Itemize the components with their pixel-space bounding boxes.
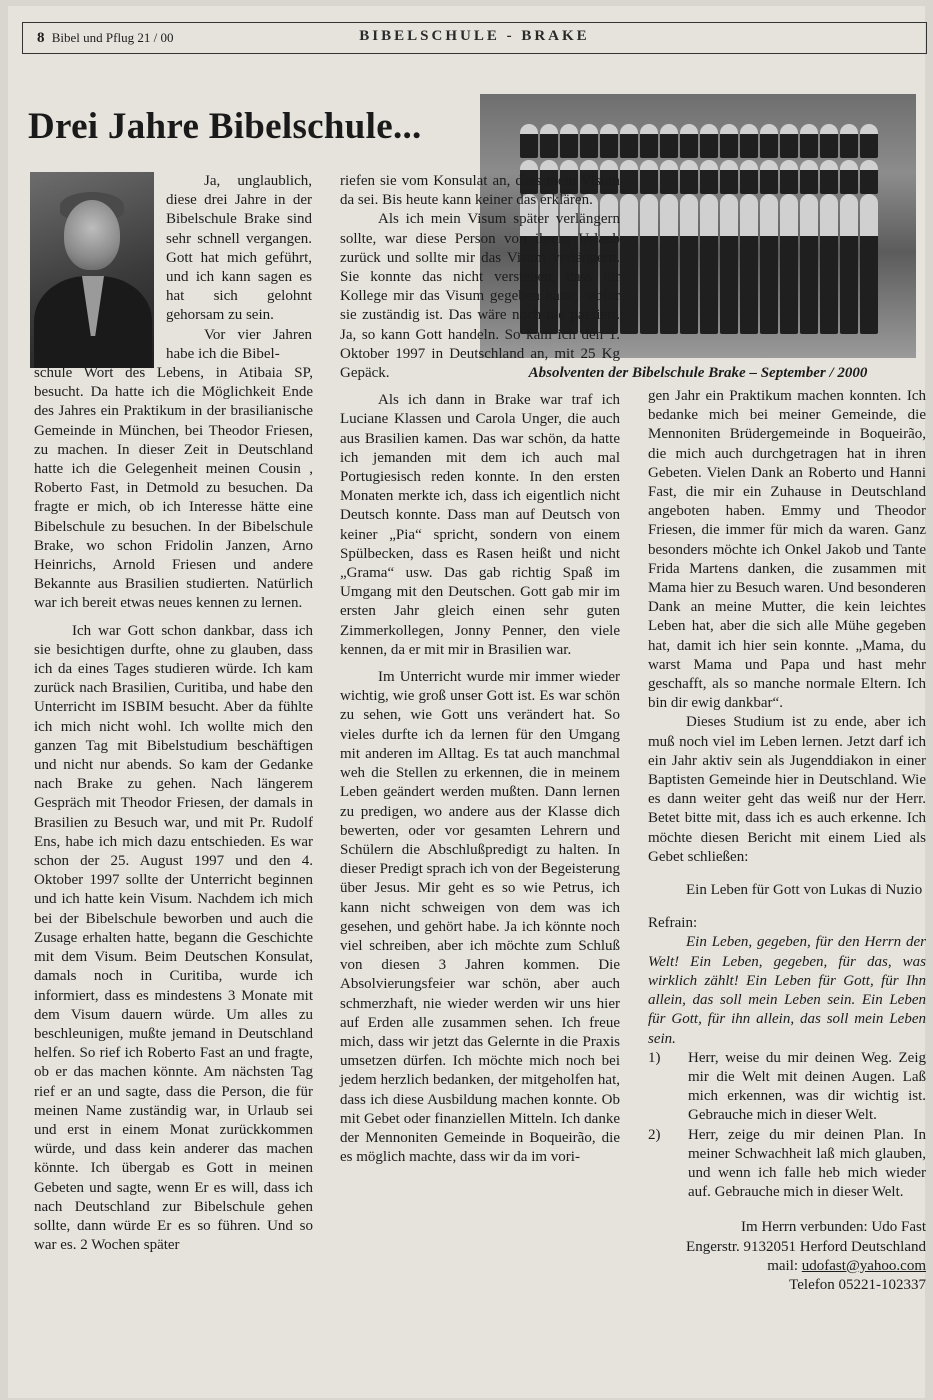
publication-name: Bibel und Pflug — [51, 30, 135, 45]
signature-address: Engerstr. 9132051 Herford Deutschland — [686, 1238, 926, 1255]
mail-label: mail: — [767, 1257, 799, 1274]
portrait-head — [64, 200, 120, 270]
page-header — [22, 22, 927, 54]
newsletter-page — [8, 6, 925, 1398]
refrain-text: Ein Leben, gegeben, für den Herrn der Welt! Ein Leben, gegeben, für das, was wirklich zählt! Ein Leben für Gott, für Ihn allein, das soll mein Leben sein. Ein Leben für Gott, für ihn allein, das soll mein Leben sein. — [648, 934, 926, 1047]
photo-caption: Absolventen der Bibelschule Brake – September / 2000 — [528, 365, 868, 381]
column-2 — [340, 172, 620, 1167]
body-paragraph: Als ich dann in Brake war traf ich Luciane Klassen und Carola Unger, die auch aus Brasilien kamen. Das war schön, da hatte ich jemanden mit dem ich auch mal Portugiesisch reden konnte. In den ersten Monaten merkte ich, dass ich eigentlich nicht Deutsch konnte. Dass man auf Deutsch von keiner „Pia“ spricht, sondern von einem Spülbecken, dass es Rasen heißt und nicht „Grama“ usw. Das gab richtig Spaß im Umgang mit den Deutschen. Gott gab mir im ersten Jahr gleich einen sehr guten Zimmerkollegen, Jonny Penner, den viele kennen, da er mit mir in Brasilien war. — [340, 392, 620, 658]
body-paragraph: Dieses Studium ist zu ende, aber ich muß noch viel im Leben lernen. Jetzt darf ich ein Jahr aktiv sein als Jugenddiakon in einer Baptisten Gemeinde hier in Deutschland. Wie es dann weiter geht das weiß nur der Herr. Betet bitte mit, dass ich es auch erkenne. Ich möchte diesen Bericht mit einem Lied als Gebet schließen: — [648, 714, 926, 865]
issue-number: 21 / 00 — [137, 30, 174, 45]
page-number: 8 — [37, 30, 45, 46]
photo-row-back — [520, 124, 900, 160]
body-paragraph: schule Wort des Lebens, in Atibaia SP, besucht. Da hatte ich die Möglichkeit Ende des Jahres ein Praktikum in der brasilianische Gemeinde in München, bei Theodor Friesen, zu machen. In dieser Zeit in Deutschland hatte ich die Gelegenheit meinen Cousin , Roberto Fast, in Detmold zu besuchen. Da fragte er mich, ob ich Interesse hätte eine Bibelschule zu besuchen. In der Bibelschule Brake, wo schon Fridolin Janzen, Arno Heinrichs, Arnold Friesen und andere Bekannte aus Brasilien studierten. Natürlich war ich bereit etwas neues kennen zu lernen. — [34, 365, 313, 612]
verse-number: 2) — [648, 1126, 661, 1143]
verse-text: Herr, weise du mir deinen Weg. Zeig mir die Welt mit deinen Augen. Laß mich erkennen, was dir wichtig ist. Gebrauche mich in dieser Welt. — [688, 1049, 926, 1124]
intro-paragraph: Vor vier Jahren habe ich die Bibel- — [166, 326, 312, 362]
body-paragraph: Im Unterricht wurde mir immer wieder wichtig, wie groß unser Gott ist. Es war schön zu sehen, wie Gott uns verändert hat. So vieles durfte ich da lernen für den Umgang mit anderen im Alltag. Es tat auch manchmal weh die Stellen zu erkennen, die in meinem Leben geändert werden mußten. Dann lernen zu predigen, wo andere aus der Klasse dich bewerten, oder vor gesamten Lehrern und Schülern die Abschlußpredigt zu halten. In dieser Predigt sprach ich von der Begeisterung über Jesus. Mir geht es so wie Petrus, ich kann nicht schweigen von dem was ich gesehen, und gehört habe. Ja ich könnte noch viel schreiben, aber ich möchte zum Schluß von diesen 3 Jahren kommen. Die Absolvierungsfeier war schön, aber auch schmerzhaft, nie wieder werden wir uns hier auf Erden alle zusammen sehen. Ich freue mich, dass wir jetzt das Gelernte in die Praxis umsetzen dürfen. Ich möchte mich noch bei jedem herzlich bedanken, der mitgeholfen hat, dass ich diese Ausbildung machen konnte. Ob mit Gebet oder finanziellen Mitteln. Ich danke der Mennoniten Gemeinde in Boqueirão, die es möglich machte, dass wir da im vori- — [340, 669, 620, 1166]
song-verse — [648, 1126, 926, 1203]
body-paragraph: Als ich mein Visum später verlängern sollte, war diese Person von ihrem Urlaub zurück und sollte mir das Visum verlängern. Sie konnte das nicht verstehen, dass ihr Kollege mir das Visum gegeben hatte, wofür sie zuständig ist. Das wäre noch nie passiert. Ja, so kann Gott handeln. So kam ich den 1. Oktober 1997 in Deutschland an, mit 25 Kg Gepäck. — [340, 211, 620, 382]
section-title: BIBELSCHULE - BRAKE — [359, 28, 590, 44]
verse-text: Herr, zeige du mir deinen Plan. In meiner Schwachheit laß mich glauben, und wenn ich falle heb mich wieder auf. Gebrauche mich in dieser Welt. — [688, 1126, 926, 1201]
intro-text — [166, 172, 312, 364]
article-title: Drei Jahre Bibelschule... — [28, 106, 422, 147]
song-title: Ein Leben für Gott von Lukas di Nuzio — [686, 882, 923, 899]
column-1 — [34, 364, 313, 1255]
signature-phone: Telefon 05221-102337 — [789, 1276, 926, 1293]
body-paragraph: Ich war Gott schon dankbar, dass ich sie besichtigen durfte, ohne zu glauben, dass ich da eines Tages studieren würde. Ich kam zurück nach Brasilien, Curitiba, und habe den Unterricht im ISBIM besucht. Aber da fühlte ich mich nicht wohl. Ich wollte mich den ganzen Tag mit Bibelstudium beschäftigen und nicht nur abends. So kam der Gedanke nach Brake zu gehen. Nach längerem Gespräch mit Theodor Friesen, der damals in Brasilien zu Besuch war, und mit Pr. Rudolf Ens, habe ich mich dazu entschieden. Es war schon der 25. August 1997 und den 4. Oktober 1997 sollte der Unterricht beginnen und ich hatte kein Visum. Nachdem ich mich bei der Bibelschule beworben und auch die Zusage erhalten hatte, begann die Geschichte mit dem Visum. Beim Deutschen Konsulat, damals noch in Curitiba, wurde ich informiert, dass es mindestens 3 Monate mit dem Visum dauern würde. Um alles zu beschleunigen, mußte jemand in Deutschland helfen. So rief ich Roberto Fast an und fragte, ob er das machen könnte. Am nächsten Tag rief er an und sagte, dass die Person, die für meinen Name zuständig war, in Urlaub sei und erst in einem Monat zurückkommen würde, und dass kein anderer das machen könnte. Ich übergab es Gott in meinen Gebeten und sagte, wenn Er es will, dass ich nach Deutschland zur Bibelschule gehen sollte, dann würde Er es so führen. Und so war es. 2 Wochen später — [34, 622, 313, 1254]
song-verse — [648, 1049, 926, 1126]
body-paragraph: riefen sie vom Konsulat an, dass mein Visum da sei. Bis heute kann keiner das erklären. — [340, 173, 620, 209]
body-paragraph: gen Jahr ein Praktikum machen konnten. Ich bedanke mich bei meiner Gemeinde, die Mennoniten Brüdergemeinde in Boqueirão, die mich auch durchgetragen hat in ihren Gebeten. Vielen Dank an Roberto und Hanni Fast, die mir ein Zuhause in Deutschland angeboten haben. Emmy und Theodor Friesen, die immer für mich da waren. Ganz besonders möchte ich Onkel Jakob und Tante Frida Martens danken, die zusammen mit Mama hier zu Besuch waren. Und besonderen Dank an meine Mutter, die kein leichtes Leben hat, aber die sich alle Mühe gegeben hat, damit ich hier sein konnte. „Mama, du warst Mama und Papa und hast mehr geschafft, als so manche normale Eltern. Ich bin dir ewig dankbar“. — [648, 388, 926, 712]
author-portrait — [30, 172, 154, 368]
verse-number: 1) — [648, 1049, 661, 1066]
column-3 — [648, 387, 926, 1295]
refrain-label: Refrain: — [648, 915, 698, 932]
email-link[interactable]: udofast@yahoo.com — [801, 1257, 926, 1274]
signature-closing: Im Herrn verbunden: Udo Fast — [741, 1219, 926, 1236]
signature-mail — [648, 1257, 926, 1276]
intro-paragraph: Ja, unglaublich, diese drei Jahre in der Bibelschule Brake sind sehr schnell vergangen. Gott hat mich geführt, und ich kann sagen es hat sich gelohnt gehorsam zu sein. — [166, 173, 312, 324]
